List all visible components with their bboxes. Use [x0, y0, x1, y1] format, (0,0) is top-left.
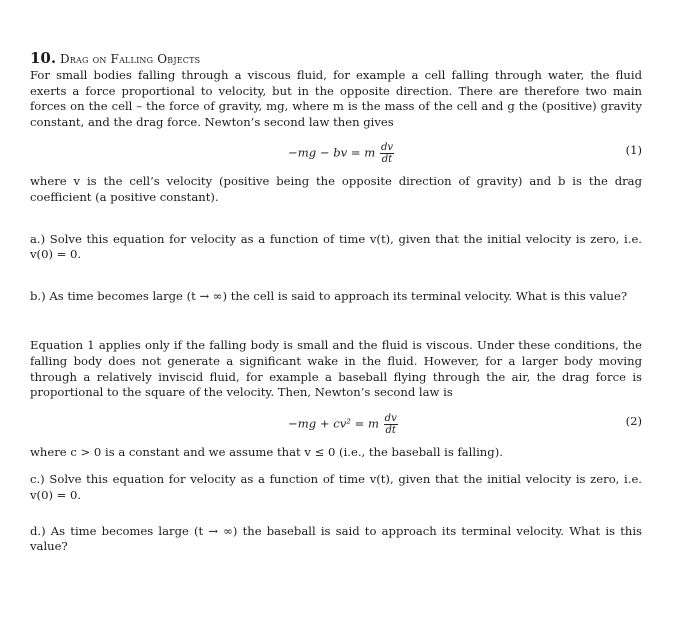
- equation-2-label: (2): [625, 413, 642, 428]
- equation-2-denominator: dt: [385, 424, 396, 436]
- question-b: b.) As time becomes large (t → ∞) the cell is said to approach its terminal velocity. What is this value?: [30, 288, 628, 303]
- equation-2: [30, 405, 642, 441]
- equation-1: [30, 134, 642, 170]
- equation-1-lhs: −mg − bv = m: [288, 145, 376, 160]
- eq2-explanation: where c > 0 is a constant and we assume that v ≤ 0 (i.e., the baseball is falling).: [30, 444, 503, 459]
- problem-title: Drag on Falling Objects: [59, 52, 201, 66]
- equation-1-label: (1): [625, 143, 642, 158]
- second-paragraph: Equation 1 applies only if the falling body is small and the fluid is viscous. Under these conditions, the falling body does not generate a significant wake in the fluid. However, for a larger body moving through a relatively inviscid fluid, for example a baseball flying through the air, the drag force is proportional to the square of the velocity. Then, Newton’s second law is: [30, 338, 642, 400]
- equation-1-numerator: dv: [380, 142, 394, 154]
- equation-2-lhs: −mg + cv² = m: [288, 416, 379, 431]
- equation-1-denominator: dt: [381, 154, 393, 166]
- equation-2-numerator: dv: [384, 412, 397, 424]
- equation-1-fraction: [380, 142, 394, 165]
- question-a: a.) Solve this equation for velocity as a function of time v(t), given that the initial velocity is zero, i.e. v(0) = 0.: [30, 231, 642, 262]
- problem-page: [30, 50, 642, 555]
- equation-2-expression: [288, 413, 398, 436]
- problem-heading: [30, 50, 642, 67]
- eq1-explanation: where v is the cell’s velocity (positive being the opposite direction of gravity) and b is the drag coefficient (a positive constant).: [30, 174, 642, 204]
- intro-paragraph: For small bodies falling through a viscous fluid, for example a cell falling through water, the fluid exerts a force proportional to velocity, but in the opposite direction. There are therefore two main forces on the cell – the force of gravity, mg, where m is the mass of the cell and g the (positive) gravity constant, and the drag force. Newton’s second law then gives: [30, 68, 642, 129]
- question-d: d.) As time becomes large (t → ∞) the baseball is said to approach its terminal velocity. What is this value?: [30, 523, 642, 554]
- equation-2-fraction: [384, 413, 398, 436]
- equation-1-expression: [288, 142, 394, 165]
- question-c: c.) Solve this equation for velocity as a function of time v(t), given that the initial velocity is zero, i.e. v(0) = 0.: [30, 472, 642, 502]
- problem-number: 10.: [30, 49, 57, 67]
